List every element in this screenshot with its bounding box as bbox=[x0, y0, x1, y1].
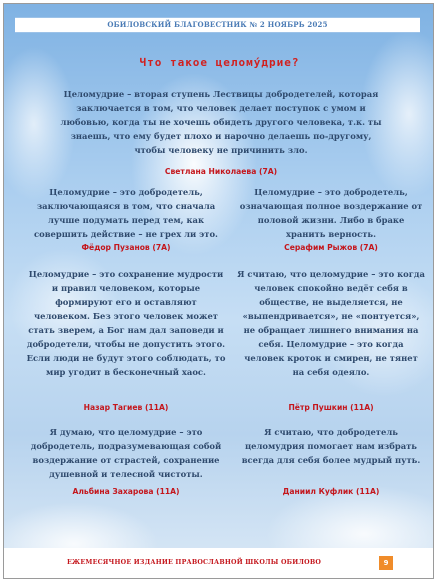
page-number-badge: 9 bbox=[379, 556, 393, 570]
newsletter-page bbox=[3, 3, 434, 579]
footer-text: ЕЖЕМЕСЯЧНОЕ ИЗДАНИЕ ПРАВОСЛАВНОЙ ШКОЛЫ ОБИЛОВО bbox=[66, 559, 322, 566]
quote-text: Целомудрие – вторая ступень Лествицы добродетелей, которая заключается в том, что человек делает поступок с умом и любовью, когда ты не хочешь обидеть другого человека, т.к. ты знаешь, что ему будет плохо и нарочно делаешь по-другому, чтобы человеку не причинить зло. bbox=[60, 89, 382, 155]
quote-text: Целомудрие – это добродетель, заключающаяся в том, что сначала лучше подумать перед тем, как совершить действие – не грех ли это. bbox=[34, 187, 218, 239]
quote-text: Я считаю, что добродетель целомудрия помогает нам избрать всегда для себя более мудрый путь. bbox=[241, 427, 421, 465]
masthead: ОБИЛОВСКИЙ БЛАГОВЕСТНИК № 2 НОЯБРЬ 2025 bbox=[15, 17, 420, 33]
quote-author: Светлана Николаева (7А) bbox=[164, 167, 278, 176]
quote-author: Пётр Пушкин (11А) bbox=[288, 403, 374, 412]
quote-text: Я считаю, что целомудрие – это когда человек спокойно ведёт себя в обществе, не выделяется, не «выпендривается», не «понтуется», не обращает лишнего внимания на себя. Целомудрие – это когда человек кроток и смирен, не тянет на себя одеяло. bbox=[237, 269, 425, 377]
page-title: Что такое целому́дрие? bbox=[139, 56, 300, 69]
quote-text: Целомудрие – это добродетель, означающая полное воздержание от половой жизни. Либо в браке хранить верность. bbox=[239, 187, 423, 239]
quote-author: Альбина Захарова (11А) bbox=[72, 487, 180, 496]
footer bbox=[4, 548, 434, 578]
quote-author: Даниил Куфлик (11А) bbox=[282, 487, 380, 496]
quote-author: Назар Тагиев (11А) bbox=[83, 403, 169, 412]
quote-text: Я думаю, что целомудрие – это добродетель, подразумевающая собой воздержание от страстей, сохранение душевной и телесной чистоты. bbox=[30, 427, 222, 479]
quote-author: Фёдор Пузанов (7А) bbox=[81, 243, 171, 252]
quote-author: Серафим Рыжов (7А) bbox=[284, 243, 378, 252]
quote-text: Целомудрие – это сохранение мудрости и правил человеком, которые формируют его и оставляют человеком. Без этого человек может стать зверем, а Бог нам дал заповеди и добродетели, чтобы не допустить этого. Если люди не будут этого соблюдать, то мир угодит в бесконечный хаос. bbox=[26, 269, 226, 377]
